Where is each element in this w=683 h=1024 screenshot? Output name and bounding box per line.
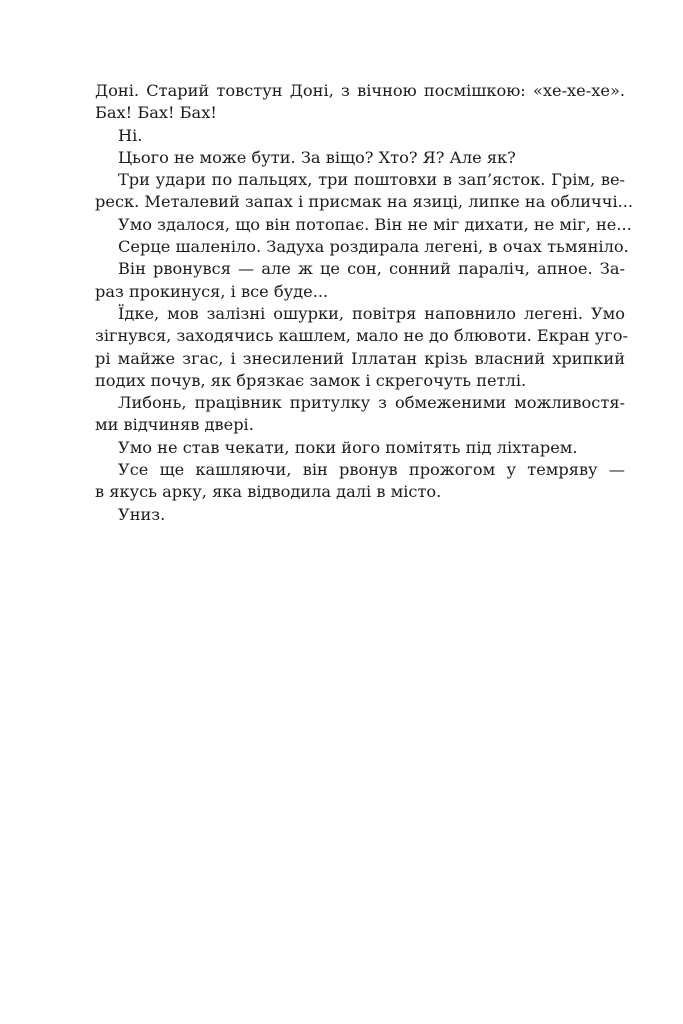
text-line: Доні. Старий товстун Доні, з вічною посмішкою: «хе-хе-хе». [95, 81, 625, 100]
text-line: ми відчиняв двері. [95, 415, 254, 435]
text-line: зігнувся, заходячись кашлем, мало не до блювоти. Екран уго- [95, 326, 629, 346]
page-body-text [95, 80, 634, 526]
text-line: Усе ще кашляючи, він рвонув прожогом у темряву — [118, 460, 625, 480]
text-line: рі майже згас, і знесилений Іллатан крізь власний хрипкий [95, 348, 625, 368]
text-line: Умо не став чекати, поки його помітять під ліхтарем. [118, 437, 578, 457]
text-line: Їдке, мов залізні ошурки, повітря наповнило легені. Умо [118, 303, 625, 323]
text-line: Либонь, працівник притулку з обмеженими можливостя- [118, 393, 625, 413]
text-line: Три удари по пальцях, три поштовхи в зап’ясток. Грім, ве- [118, 170, 625, 190]
text-line: Бах! Бах! Бах! [95, 103, 217, 123]
text-line: Цього не може бути. За віщо? Хто? Я? Але як? [118, 147, 516, 167]
text-line: Ні. [118, 125, 143, 145]
text-line: подих почув, як брязкає замок і скрегочуть петлі. [95, 370, 527, 390]
text-line: Умо здалося, що він потопає. Він не міг дихати, не міг, не... [118, 214, 632, 234]
text-line: раз прокинуся, і все буде... [95, 281, 329, 301]
text-line: реск. Металевий запах і присмак на язиці, липке на обличчі... [95, 192, 634, 212]
text-line: Він рвонувся — але ж це сон, сонний параліч, апное. За- [118, 259, 625, 279]
text-line: Униз. [118, 504, 166, 524]
text-line: в якусь арку, яка відводила далі в місто. [95, 482, 442, 502]
text-line: Серце шаленіло. Задуха роздирала легені, в очах тьмяніло. [118, 237, 629, 257]
